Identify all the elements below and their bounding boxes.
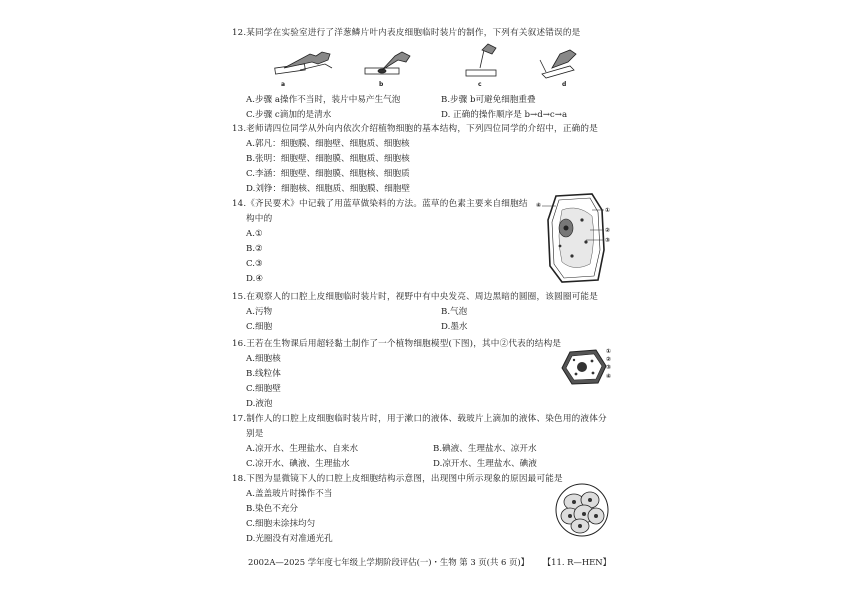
q16-fig-label-2: ② xyxy=(606,356,612,363)
fig-label-d: d xyxy=(562,81,567,88)
q16-fig-label-1: ① xyxy=(606,348,612,355)
q14-option-d[interactable]: D.④ xyxy=(246,274,264,284)
q14-option-c[interactable]: C.③ xyxy=(246,259,263,269)
q13-option-b[interactable]: B.张明：细胞壁、细胞膜、细胞质、细胞核 xyxy=(246,154,410,164)
step-a-figure xyxy=(275,52,332,74)
q14-stem: 14.《齐民要术》中记载了用蓝草做染料的方法。蓝草的色素主要来自细胞结 xyxy=(232,199,528,209)
q15-option-d[interactable]: D.墨水 xyxy=(441,322,468,332)
q18-option-a[interactable]: A.盖盖玻片时操作不当 xyxy=(246,489,333,499)
step-b-figure xyxy=(365,52,410,74)
q16-fig-label-3: ③ xyxy=(606,364,612,371)
q12-option-c[interactable]: C.步骤 c滴加的是清水 xyxy=(246,110,332,120)
footer-tag: 【11. R—HEN】 xyxy=(547,557,611,567)
step-c-figure xyxy=(466,44,496,76)
step-d-figure xyxy=(540,50,576,78)
microscope-view-figure xyxy=(554,482,610,538)
fig-label-a: a xyxy=(281,81,286,88)
q13-option-a[interactable]: A.郭凡：细胞膜、细胞壁、细胞质、细胞核 xyxy=(246,139,410,149)
q16-option-b[interactable]: B.线粒体 xyxy=(246,369,281,379)
q15-option-a[interactable]: A.污物 xyxy=(246,307,273,317)
q13-option-c[interactable]: C.李涵：细胞壁、细胞膜、细胞核、细胞质 xyxy=(246,169,410,179)
q12-option-b[interactable]: B.步骤 b可避免细胞重叠 xyxy=(441,95,536,105)
q17-option-d[interactable]: D.凉开水、生理盐水、碘液 xyxy=(433,459,537,469)
q13-option-d[interactable]: D.刘铮：细胞核、细胞质、细胞膜、细胞壁 xyxy=(246,184,411,194)
q18-option-c[interactable]: C.细胞未涂抹均匀 xyxy=(246,519,316,529)
q16-option-d[interactable]: D.液泡 xyxy=(246,399,273,409)
q14-option-b[interactable]: B.② xyxy=(246,244,263,254)
q12-step-figures xyxy=(270,44,590,90)
q14-fig-label-3: ③ xyxy=(605,237,611,244)
page-footer xyxy=(248,556,611,568)
q17-stem: 17.制作人的口腔上皮细胞临时装片时，用于漱口的液体、载玻片上滴加的液体、染色用的液体分 xyxy=(232,414,607,424)
q17-option-c[interactable]: C.凉开水、碘液、生理盐水 xyxy=(246,459,350,469)
q12-option-d[interactable]: D. 正确的操作顺序是 b→d→c→a xyxy=(441,110,568,120)
q12-stem: 12.某同学在实验室进行了洋葱鳞片叶内表皮细胞临时装片的制作，下列有关叙述错误的是 xyxy=(232,28,581,38)
q17-stem-cont: 别是 xyxy=(246,429,264,439)
q13-stem: 13.老师请四位同学从外向内依次介绍植物细胞的基本结构，下列四位同学的介绍中，正确的是 xyxy=(232,124,599,134)
fig-label-c: c xyxy=(478,81,482,88)
q18-option-b[interactable]: B.染色不充分 xyxy=(246,504,299,514)
q15-stem: 15.在观察人的口腔上皮细胞临时装片时，视野中有中央发亮、周边黑暗的圆圈，该圆圈可能是 xyxy=(232,292,599,302)
clay-cell-model xyxy=(560,348,608,386)
q14-fig-label-4: ④ xyxy=(536,202,542,209)
q16-stem: 16.王若在生物课后用超轻黏土制作了一个植物细胞模型(下图)，其中②代表的结构是 xyxy=(232,339,562,349)
fig-label-b: b xyxy=(379,81,384,88)
q18-stem: 18.下图为显微镜下人的口腔上皮细胞结构示意图，出现图中所示现象的原因最可能是 xyxy=(232,474,563,484)
q16-fig-label-4: ④ xyxy=(606,373,612,380)
q14-fig-label-1: ① xyxy=(605,207,611,214)
q18-option-d[interactable]: D.光圈没有对准通光孔 xyxy=(246,534,333,544)
plant-cell-diagram xyxy=(542,190,612,286)
q12-option-a[interactable]: A.步骤 a操作不当时，装片中易产生气泡 xyxy=(246,95,401,105)
q15-option-c[interactable]: C.细胞 xyxy=(246,322,273,332)
q16-option-a[interactable]: A.细胞核 xyxy=(246,354,281,364)
q17-option-a[interactable]: A.凉开水、生理盐水、自来水 xyxy=(246,444,359,454)
q14-stem-cont: 构中的 xyxy=(246,214,273,224)
q14-option-a[interactable]: A.① xyxy=(246,229,263,239)
q15-option-b[interactable]: B.气泡 xyxy=(441,307,468,317)
footer-text: 2002A—2025 学年度七年级上学期阶段评估(一)・生物 第 3 页(共 6 页)】 xyxy=(248,557,529,567)
q17-option-b[interactable]: B.碘液、生理盐水、凉开水 xyxy=(433,444,537,454)
q14-fig-label-2: ② xyxy=(605,227,611,234)
q16-option-c[interactable]: C.细胞壁 xyxy=(246,384,281,394)
